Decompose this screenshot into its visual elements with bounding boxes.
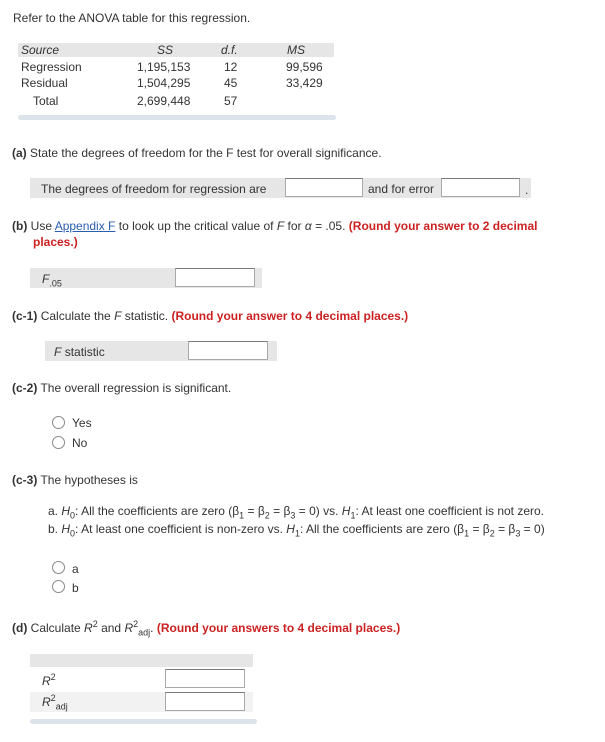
- part-d-header-bar: [30, 654, 253, 667]
- df-regression-input[interactable]: [285, 178, 363, 197]
- part-c1-question: (c-1) Calculate the F statistic. (Round your answer to 4 decimal places.): [12, 309, 409, 323]
- part-d-question: (d) Calculate $R^2$ and $R^2_{adj}$. (Round your answers to 4 decimal places.): [12, 619, 401, 638]
- anova-header-ss: SS: [157, 43, 174, 57]
- r2-adj-input[interactable]: [165, 692, 245, 711]
- anova-table-footer-bar: [18, 115, 336, 120]
- anova-row-df: 12: [224, 60, 238, 74]
- anova-row-ss: 2,699,448: [137, 94, 191, 108]
- part-c2-question: (c-2) The overall regression is significant.: [12, 381, 232, 395]
- part-c3-question: (c-3) The hypotheses is: [12, 473, 138, 487]
- part-d-footer-bar: [30, 719, 257, 724]
- anova-row-ss: 1,195,153: [137, 60, 191, 74]
- intro-text: Refer to the ANOVA table for this regression.: [13, 11, 251, 25]
- part-a-trailing-period: .: [525, 183, 529, 197]
- hypothesis-a-text: a. $H_0$: All the coefficients are zero $(\beta_1 = \beta_2 = \beta_3 = 0)$ vs. $H_1$: At least one coefficient is not zero.: [48, 504, 545, 521]
- f-statistic-input[interactable]: [188, 341, 268, 360]
- r2-input[interactable]: [165, 669, 245, 688]
- radio-no-label: No: [72, 436, 88, 450]
- anova-row-ms: 33,429: [286, 76, 323, 90]
- r2-label: $R^2$: [42, 672, 56, 688]
- part-a-question: (a) State the degrees of freedom for the F test for overall significance.: [12, 146, 382, 160]
- radio-yes-label: Yes: [72, 416, 92, 430]
- anova-row-source: Residual: [21, 76, 68, 90]
- f-statistic-label: F statistic: [54, 345, 105, 359]
- anova-row-df: 45: [224, 76, 238, 90]
- part-b-instruction-cont: places.): [33, 235, 78, 249]
- appendix-f-link[interactable]: Appendix F: [54, 219, 116, 233]
- radio-option-b-label: b: [72, 581, 79, 595]
- part-b-question: (b) Use Appendix F to look up the critical value of F for α = .05. (Round your answer to 2 decimal: [12, 219, 538, 233]
- radio-yes[interactable]: [52, 416, 65, 429]
- part-a-prompt-error: and for error: [368, 182, 435, 196]
- anova-row-ss: 1,504,295: [137, 76, 191, 90]
- anova-row-source: Regression: [21, 60, 82, 74]
- anova-row-ms: 99,596: [286, 60, 323, 74]
- radio-option-b[interactable]: [52, 580, 65, 593]
- f-critical-label: $F_{.05}$: [42, 272, 62, 289]
- anova-header-ms: MS: [287, 43, 305, 57]
- radio-option-a-label: a: [72, 562, 79, 576]
- anova-row-df: 57: [224, 94, 238, 108]
- anova-row-source: Total: [33, 94, 59, 108]
- df-error-input[interactable]: [441, 178, 520, 197]
- part-a-prompt-regression: The degrees of freedom for regression are: [41, 182, 267, 196]
- r2-adj-label: $R^2_{adj}$: [42, 693, 68, 712]
- f-critical-input[interactable]: [175, 268, 255, 287]
- radio-no[interactable]: [52, 436, 65, 449]
- radio-option-a[interactable]: [52, 561, 65, 574]
- hypothesis-b-text: b. $H_0$: At least one coefficient is non-zero vs. $H_1$: All the coefficients are zero $(\beta_1 = \beta_2 = \beta_3 = 0)$: [48, 522, 545, 539]
- anova-header-source: Source: [21, 43, 60, 57]
- anova-header-df: d.f.: [221, 43, 238, 57]
